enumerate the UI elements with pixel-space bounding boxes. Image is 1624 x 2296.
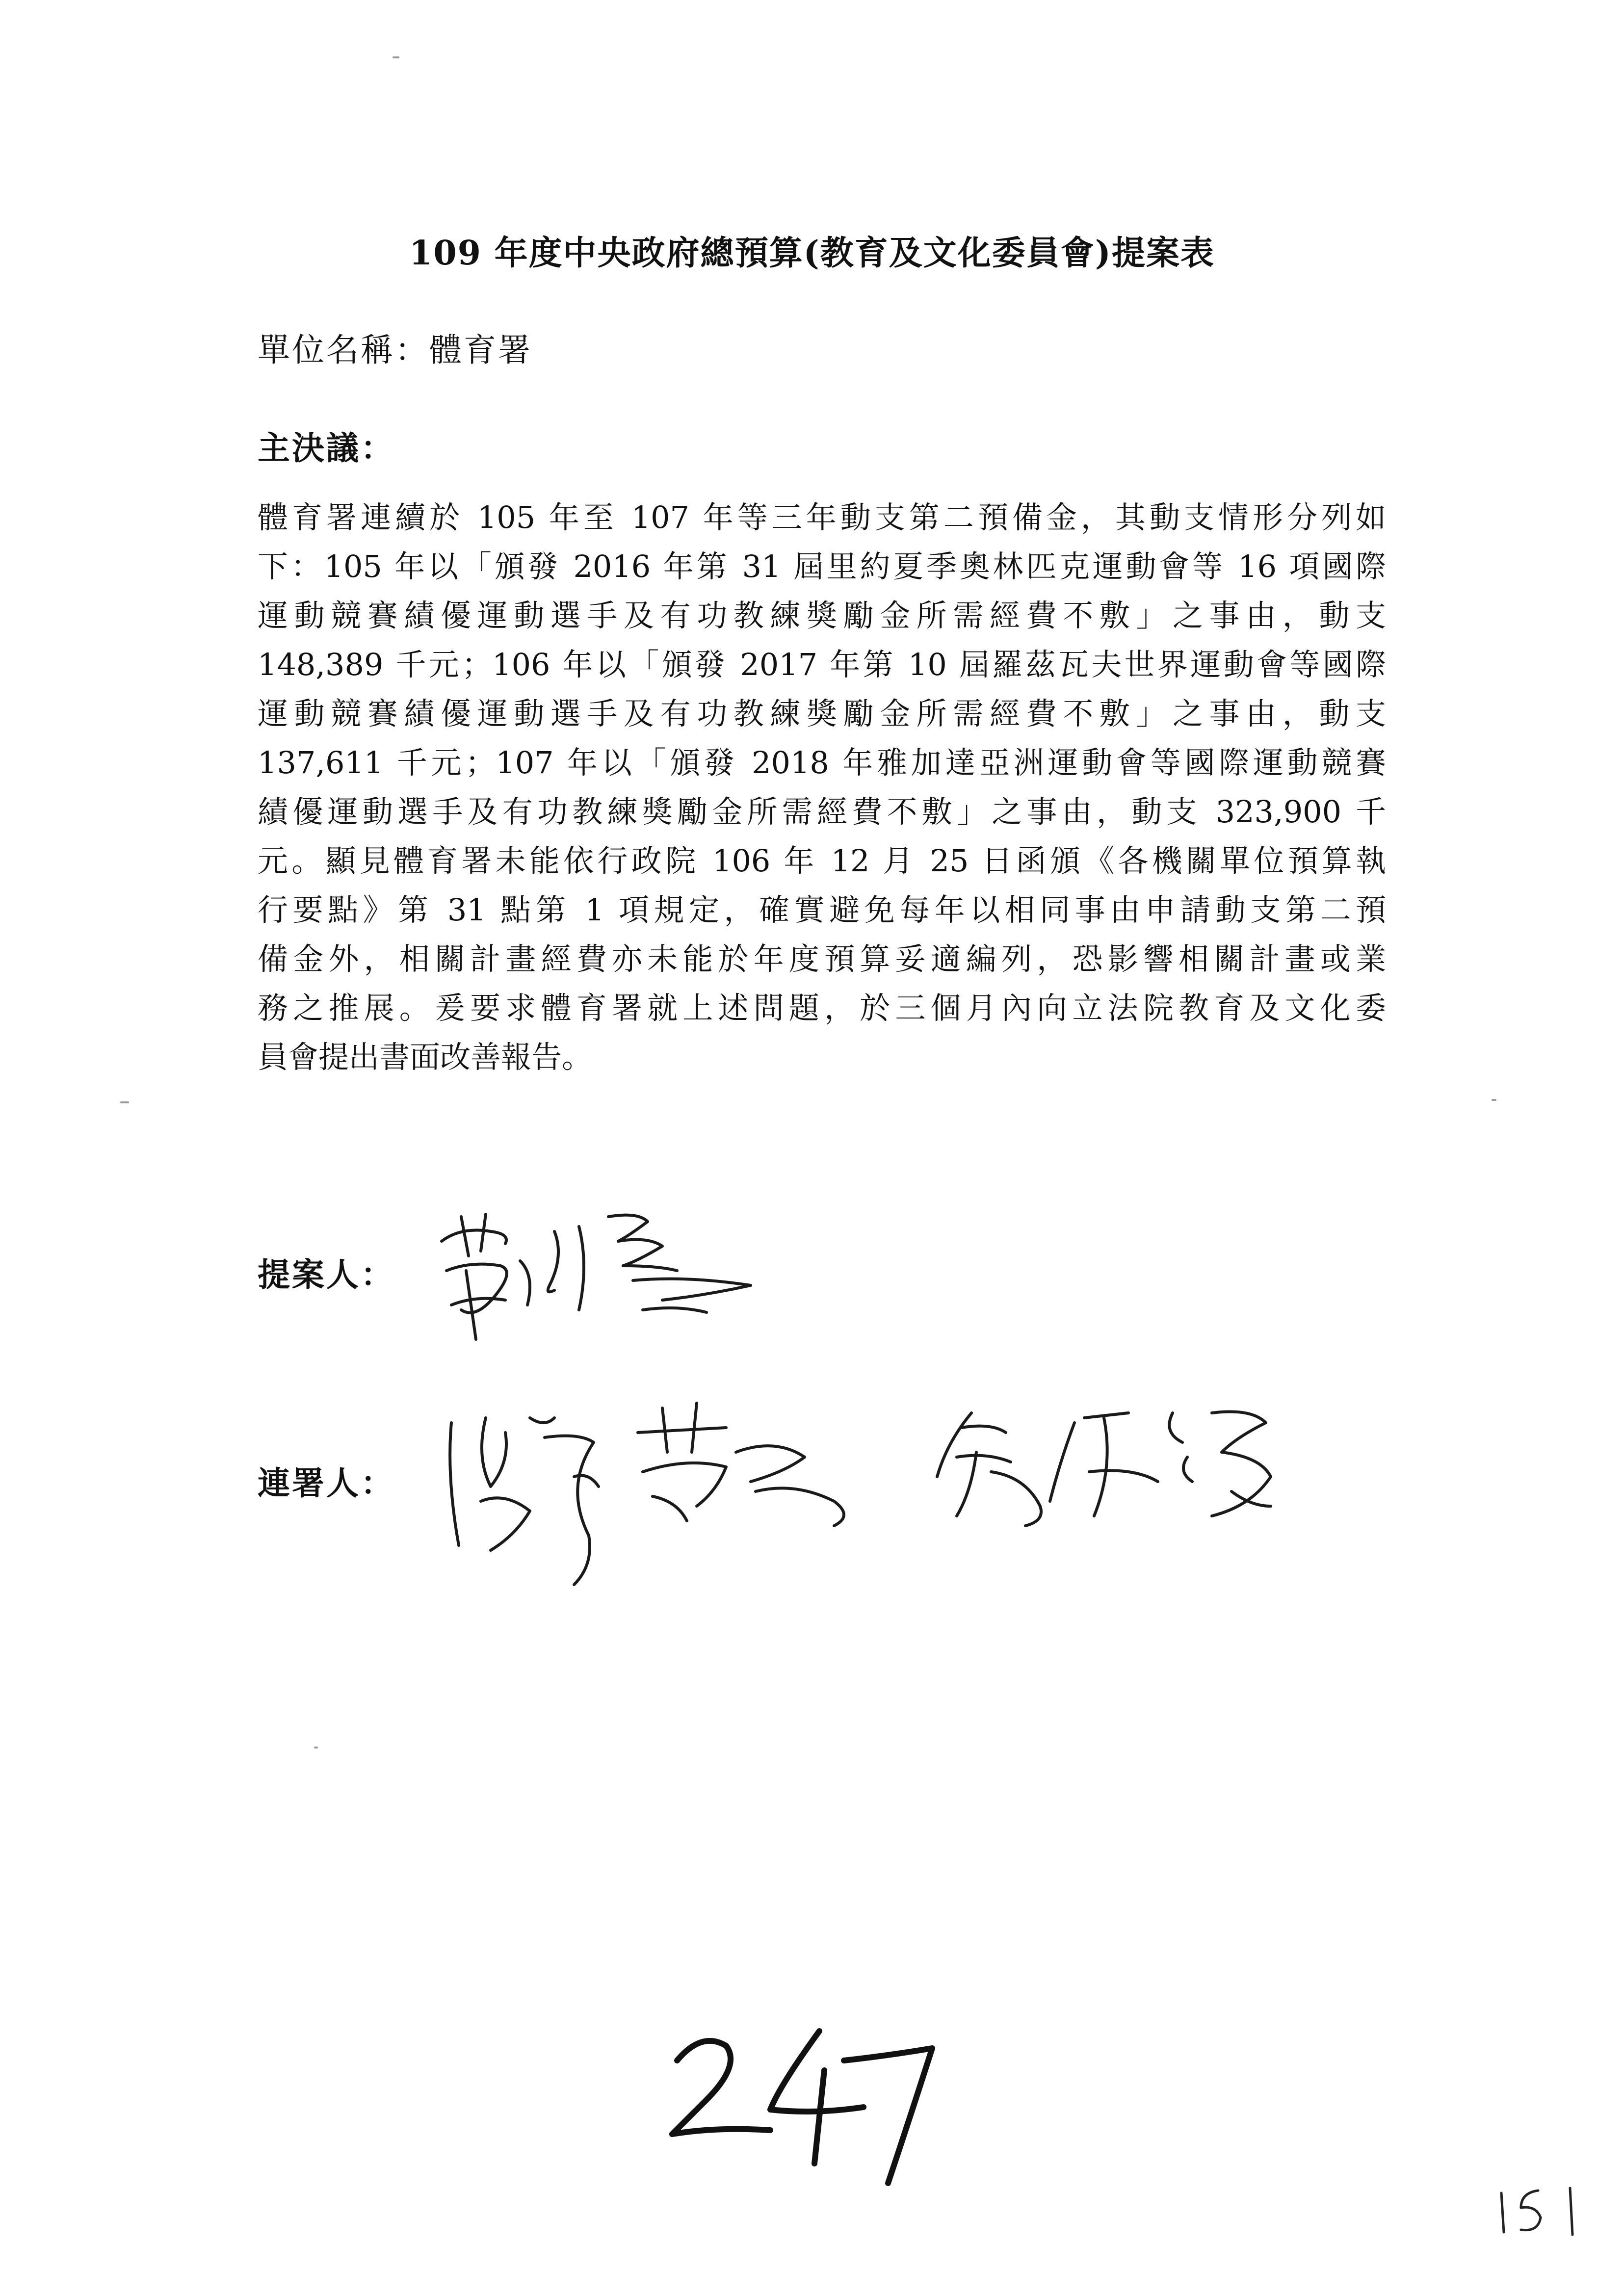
body-line: 運動競賽績優運動選手及有功教練獎勵金所需經費不敷」之事由，動支 [258, 696, 1386, 731]
body-line: 元。顯見體育署未能依行政院 106 年 12 月 25 日函頒《各機關單位預算執 [258, 843, 1386, 879]
body-line: 員會提出書面改善報告。 [258, 1039, 593, 1075]
handwritten-corner-number [1492, 2178, 1590, 2247]
resolution-heading: 主決議： [258, 429, 395, 467]
body-line: 運動競賽績優運動選手及有功教練獎勵金所需經費不敷」之事由，動支 [258, 598, 1386, 633]
proposer-signature [432, 1197, 775, 1354]
resolution-body [258, 493, 1386, 1082]
proposer-label: 提案人： [258, 1255, 395, 1294]
scan-speck [120, 1101, 129, 1103]
document-title: 109 年度中央政府總預算(教育及文化委員會)提案表 [409, 234, 1215, 273]
body-line: 行要點》第 31 點第 1 項規定，確實避免每年以相同事由申請動支第二預 [258, 892, 1386, 928]
body-line: 148,389 千元；106 年以「頒發 2017 年第 10 屆羅茲瓦夫世界運動會等國際 [258, 647, 1386, 682]
body-line: 137,611 千元；107 年以「頒發 2018 年雅加達亞洲運動會等國際運動競賽 [258, 745, 1386, 781]
body-line: 下：105 年以「頒發 2016 年第 31 屆里約夏季奧林匹克運動會等 16 項國際 [258, 548, 1386, 584]
unit-name: 單位名稱：體育署 [258, 331, 532, 369]
body-line: 績優運動選手及有功教練獎勵金所需經費不敷」之事由，動支 323,900 千 [258, 794, 1386, 830]
cosigner-signature [432, 1388, 864, 1594]
cosigner-label: 連署人： [258, 1464, 395, 1502]
cosigner-signature [927, 1393, 1281, 1540]
body-line: 備金外，相關計畫經費亦未能於年度預算妥適編列，恐影響相關計畫或業 [258, 941, 1386, 977]
body-line: 務之推展。爰要求體育署就上述問題，於三個月內向立法院教育及文化委 [258, 990, 1386, 1026]
scan-speck [393, 56, 399, 58]
scan-speck [314, 1747, 318, 1748]
body-line: 體育署連續於 105 年至 107 年等三年動支第二預備金，其動支情形分列如 [258, 499, 1386, 535]
scan-speck [1492, 1099, 1496, 1101]
handwritten-page-number [657, 2002, 952, 2188]
